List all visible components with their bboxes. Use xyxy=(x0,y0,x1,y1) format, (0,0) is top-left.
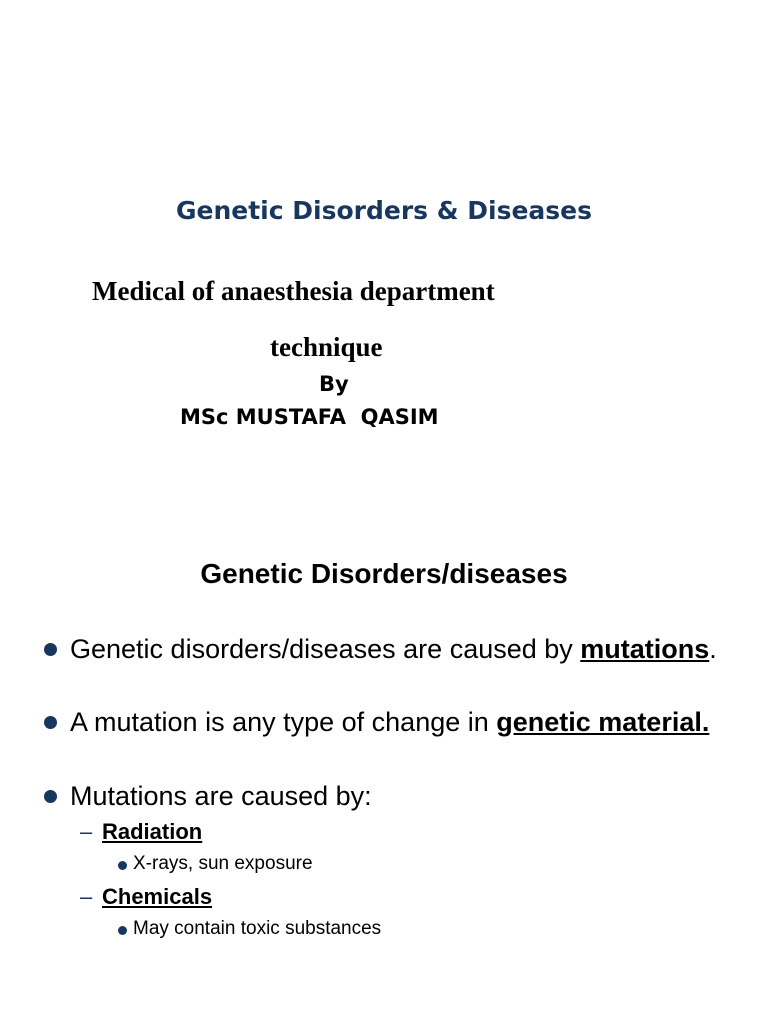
title-slide xyxy=(0,0,768,500)
bullet-text xyxy=(70,779,730,813)
bullet-emphasis: genetic material. xyxy=(496,707,710,737)
content-slide-title: Genetic Disorders/diseases xyxy=(200,558,568,589)
by-label: By xyxy=(319,372,349,396)
sub-sub-item-text: X-rays, sun exposure xyxy=(133,853,313,874)
dash-icon: – xyxy=(80,819,93,844)
sub-item-label: Radiation xyxy=(102,819,203,844)
bullet-dot-icon xyxy=(118,861,127,870)
bullet-dot-icon xyxy=(118,926,127,935)
bullet-text-plain: Genetic disorders/diseases are caused by xyxy=(70,634,581,664)
bullet-text xyxy=(70,705,730,739)
bullet-text xyxy=(70,632,730,666)
bullet-dot-icon xyxy=(44,643,57,656)
bullet-text-tail: . xyxy=(709,634,717,664)
sub-item-label: Chemicals xyxy=(102,884,213,909)
author-name: MSc MUSTAFA QASIM xyxy=(180,405,439,429)
subtitle-line-2: technique xyxy=(270,332,383,362)
bullet-text-plain: Mutations are caused by: xyxy=(70,781,372,811)
bullet-text-plain: A mutation is any type of change in xyxy=(70,707,497,737)
bullet-emphasis: mutations xyxy=(580,634,710,664)
slide-title: Genetic Disorders & Diseases xyxy=(176,196,592,225)
dash-icon: – xyxy=(80,884,93,909)
subtitle-line-1: Medical of anaesthesia department xyxy=(92,276,495,306)
content-slide xyxy=(0,500,768,1024)
sub-sub-item-text: May contain toxic substances xyxy=(133,918,382,939)
bullet-dot-icon xyxy=(44,790,57,803)
bullet-dot-icon xyxy=(44,716,57,729)
